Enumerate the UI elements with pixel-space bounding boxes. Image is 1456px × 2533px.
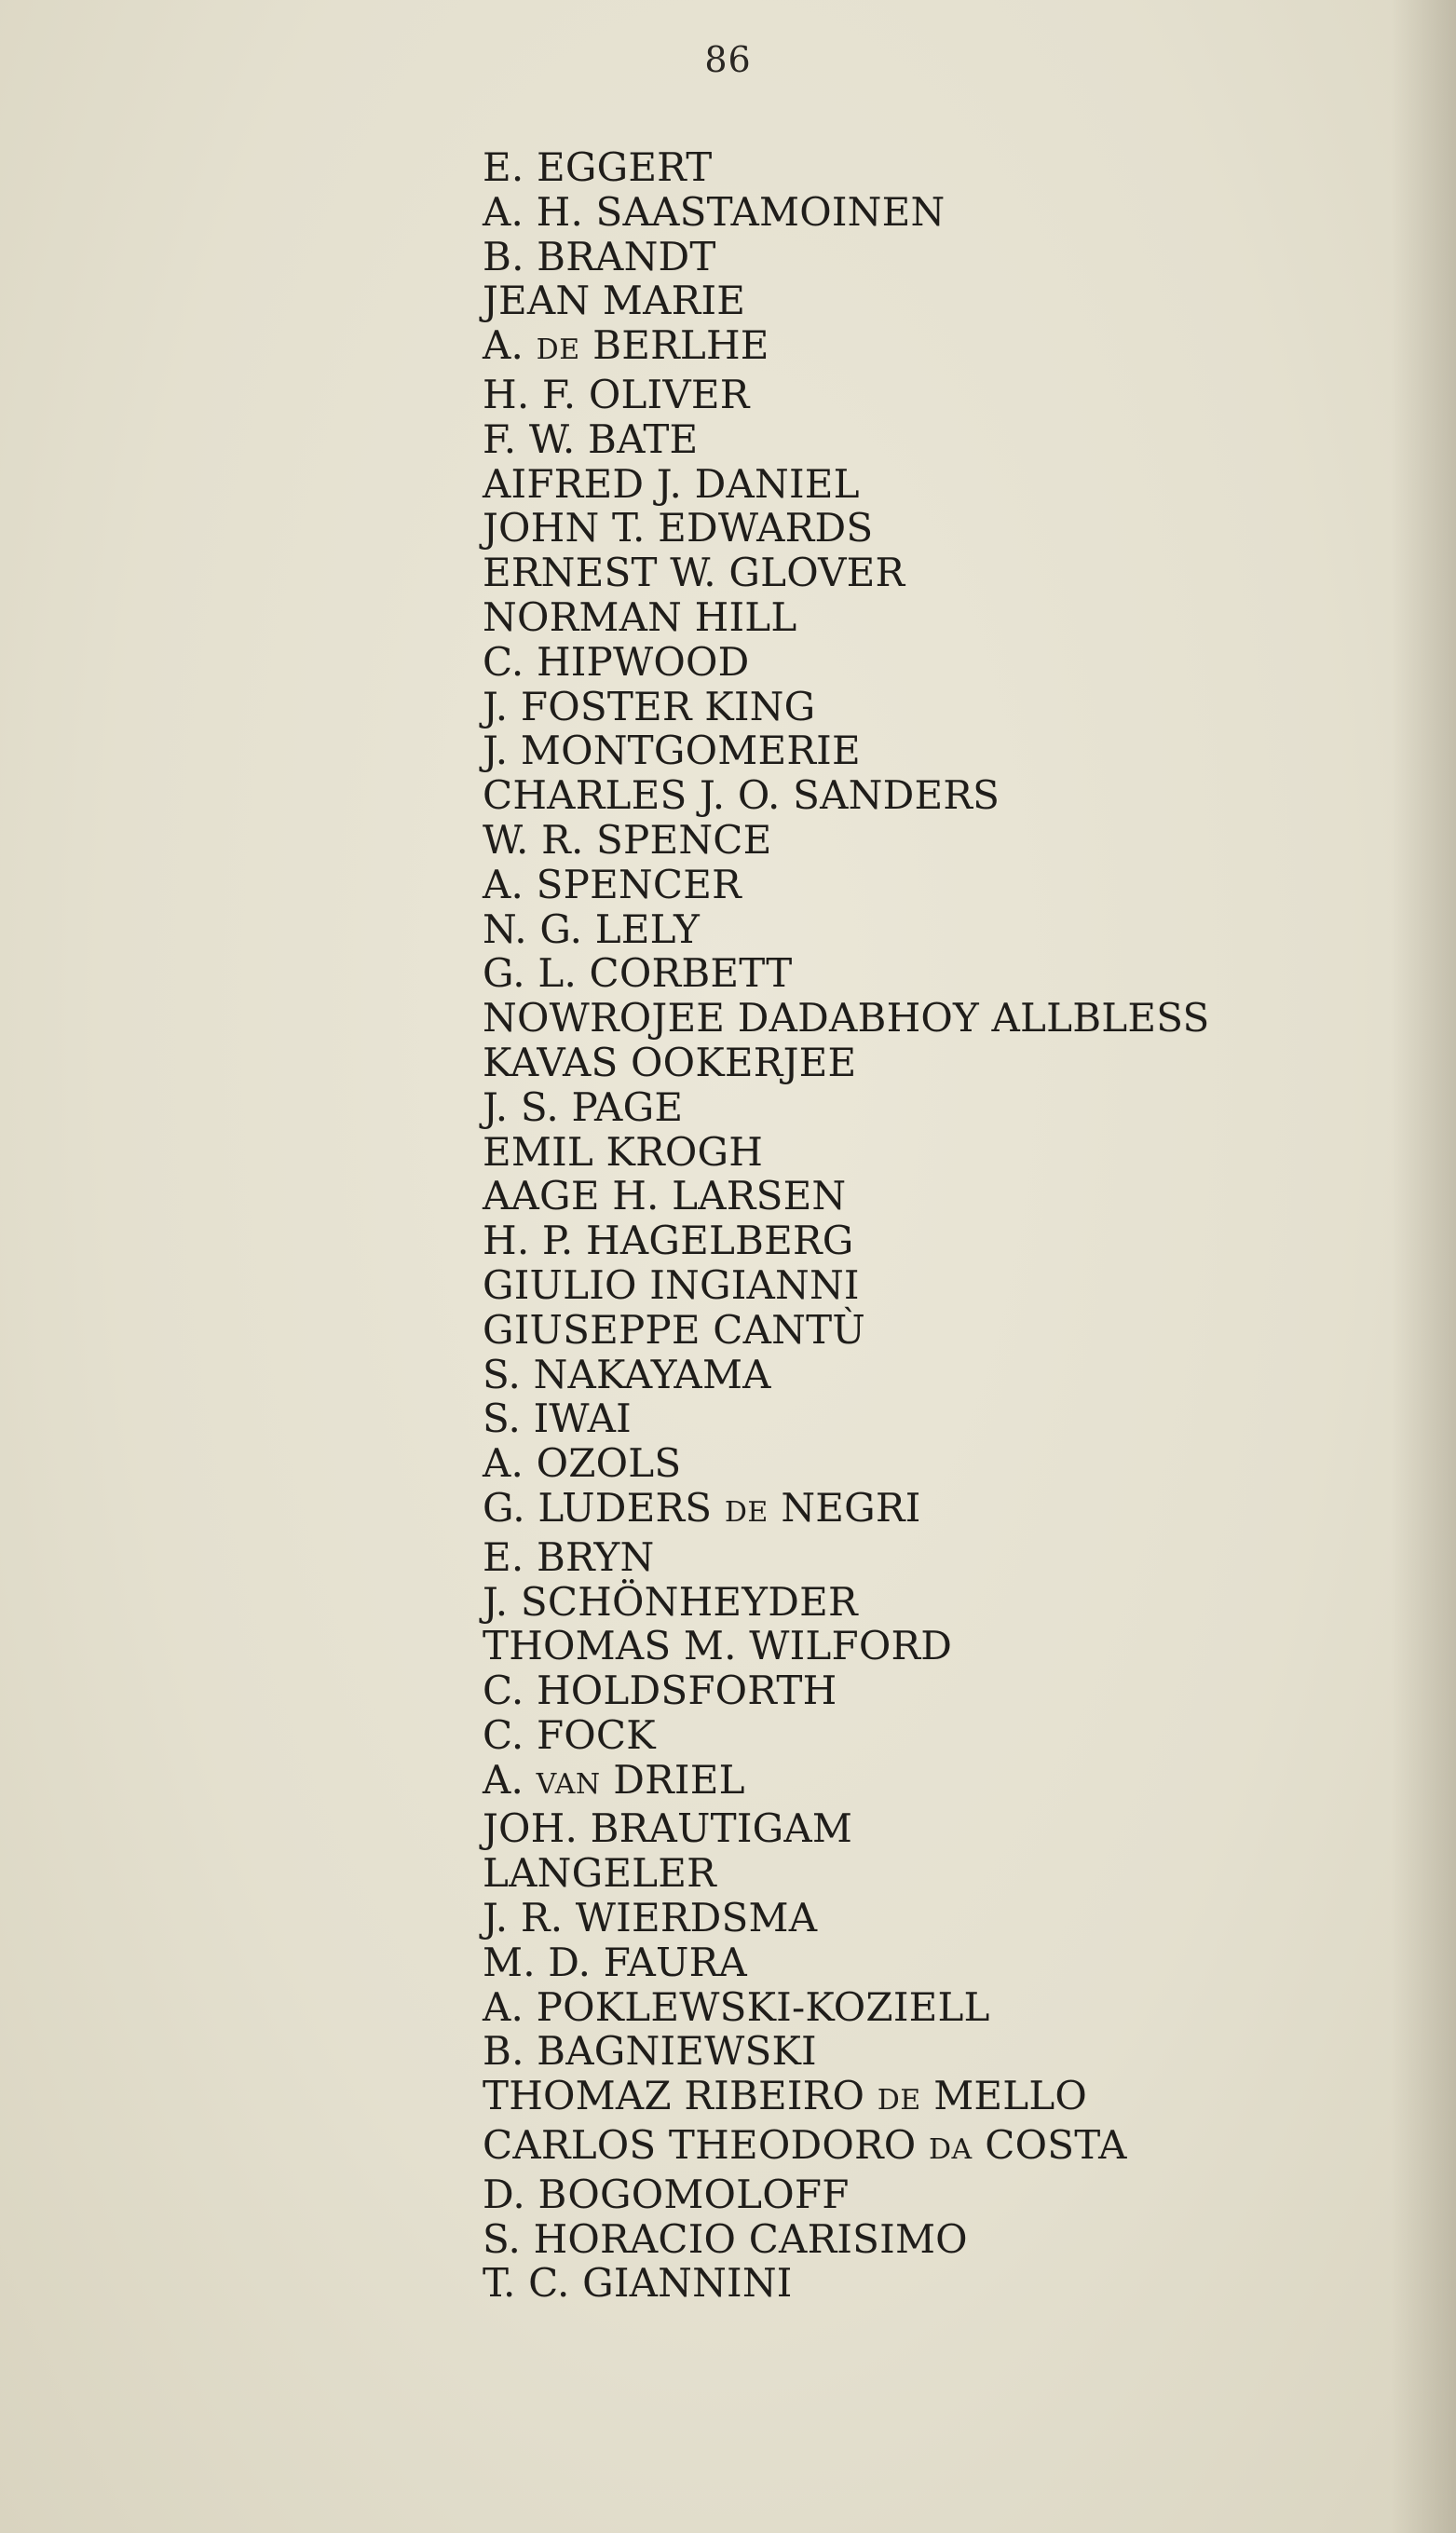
- name-part: EMIL KROGH: [483, 1128, 764, 1175]
- name-part: CHARLES J. O. SANDERS: [483, 772, 1000, 819]
- signatory-name: [483, 462, 1209, 507]
- name-part: AAGE H. LARSEN: [483, 1173, 847, 1219]
- name-part: THOMAS M. WILFORD: [483, 1623, 953, 1669]
- signatory-name: [483, 145, 1209, 190]
- name-part: S. IWAI: [483, 1396, 632, 1442]
- name-part: E. BRYN: [483, 1533, 655, 1580]
- name-part: J. FOSTER KING: [483, 683, 816, 729]
- name-part: BERLHE: [579, 322, 769, 369]
- name-part: H. P. HAGELBERG: [483, 1218, 854, 1264]
- name-part: J. MONTGOMERIE: [483, 728, 861, 774]
- name-part: NORMAN HILL: [483, 593, 797, 640]
- name-part: G. LUDERS: [483, 1484, 725, 1531]
- name-part: JEAN MARIE: [483, 278, 746, 324]
- signatory-name: [483, 951, 1209, 996]
- name-part: NEGRI: [768, 1484, 921, 1531]
- signatory-name: [483, 2261, 1209, 2306]
- name-part: A. SPENCER: [483, 861, 742, 907]
- signatory-name: [483, 685, 1209, 729]
- signatory-name: [483, 279, 1209, 323]
- signatory-name: [483, 1041, 1209, 1085]
- name-part: MELLO: [920, 2073, 1088, 2119]
- signatory-name: [483, 729, 1209, 773]
- name-part: A.: [483, 322, 537, 369]
- name-part: B. BRANDT: [483, 233, 716, 279]
- signatory-name: [483, 190, 1209, 235]
- name-part: T. C. GIANNINI: [483, 2260, 793, 2307]
- signatory-name: [483, 1535, 1209, 1580]
- name-part: LANGELER: [483, 1850, 716, 1897]
- name-part: COSTA: [972, 2122, 1127, 2169]
- signatory-name: [483, 551, 1209, 595]
- name-part: F. W. BATE: [483, 415, 699, 462]
- signatory-name: [483, 2172, 1209, 2217]
- name-part: N. G. LELY: [483, 906, 700, 952]
- name-part: C. HIPWOOD: [483, 638, 750, 685]
- name-part: M. D. FAURA: [483, 1939, 747, 1985]
- signatory-name: [483, 1758, 1209, 1807]
- signatory-name: [483, 1130, 1209, 1175]
- signatory-name: [483, 1486, 1209, 1535]
- name-part: A. OZOLS: [483, 1440, 682, 1487]
- name-part: ERNEST W. GLOVER: [483, 550, 905, 596]
- name-part: JOH. BRAUTIGAM: [483, 1805, 853, 1852]
- name-part: H. F. OLIVER: [483, 371, 750, 417]
- signatory-name: [483, 996, 1209, 1041]
- signatory-name: [483, 373, 1209, 417]
- name-part: A. POKLEWSKI-KOZIELL: [483, 1983, 990, 2030]
- name-part: D. BOGOMOLOFF: [483, 2171, 850, 2217]
- signatory-list: [483, 145, 1209, 2306]
- signatory-name: [483, 235, 1209, 279]
- signatory-name: [483, 2074, 1209, 2123]
- name-part: E. EGGERT: [483, 144, 713, 190]
- signatory-name: [483, 640, 1209, 685]
- name-part: DRIEL: [600, 1756, 745, 1803]
- signatory-name: [483, 1713, 1209, 1758]
- name-part: A. H. SAASTAMOINEN: [483, 188, 946, 235]
- page-number: 86: [704, 39, 752, 80]
- name-part: J. SCHÖNHEYDER: [483, 1578, 858, 1625]
- signatory-name: [483, 1174, 1209, 1219]
- name-part: GIULIO INGIANNI: [483, 1261, 860, 1308]
- signatory-name: [483, 1941, 1209, 1985]
- signatory-name: [483, 1851, 1209, 1896]
- name-part: NOWROJEE DADABHOY ALLBLESS: [483, 995, 1210, 1042]
- name-part: W. R. SPENCE: [483, 816, 772, 863]
- name-particle: DE: [877, 2084, 921, 2118]
- signatory-name: [483, 323, 1209, 373]
- signatory-name: [483, 1896, 1209, 1941]
- signatory-name: [483, 2029, 1209, 2074]
- name-part: A.: [483, 1756, 537, 1803]
- name-part: J. R. WIERDSMA: [483, 1895, 818, 1941]
- name-part: G. L. CORBETT: [483, 950, 793, 997]
- name-part: S. NAKAYAMA: [483, 1351, 771, 1397]
- signatory-name: [483, 907, 1209, 952]
- name-part: CARLOS THEODORO: [483, 2122, 929, 2169]
- name-part: AIFRED J. DANIEL: [483, 460, 860, 507]
- signatory-name: [483, 506, 1209, 551]
- page-edge-shadow: [1391, 0, 1456, 2533]
- signatory-name: [483, 863, 1209, 907]
- signatory-name: [483, 818, 1209, 863]
- signatory-name: [483, 2123, 1209, 2172]
- signatory-name: [483, 1441, 1209, 1486]
- name-part: THOMAZ RIBEIRO: [483, 2073, 878, 2119]
- signatory-name: [483, 2217, 1209, 2262]
- signatory-name: [483, 1219, 1209, 1263]
- signatory-name: [483, 1985, 1209, 2030]
- signatory-name: [483, 1668, 1209, 1713]
- signatory-name: [483, 1580, 1209, 1625]
- signatory-name: [483, 417, 1209, 462]
- name-particle: DA: [928, 2133, 973, 2167]
- name-part: C. FOCK: [483, 1711, 656, 1758]
- name-part: B. BAGNIEWSKI: [483, 2028, 817, 2075]
- signatory-name: [483, 1396, 1209, 1441]
- signatory-name: [483, 1085, 1209, 1130]
- signatory-name: [483, 1353, 1209, 1397]
- name-part: J. S. PAGE: [483, 1083, 684, 1130]
- signatory-name: [483, 1624, 1209, 1668]
- signatory-name: [483, 1263, 1209, 1308]
- name-part: GIUSEPPE CANTÙ: [483, 1306, 865, 1353]
- name-particle: DE: [724, 1495, 769, 1529]
- name-part: JOHN T. EDWARDS: [483, 505, 874, 552]
- signatory-name: [483, 1806, 1209, 1851]
- name-particle: DE: [536, 334, 580, 367]
- name-part: C. HOLDSFORTH: [483, 1668, 837, 1714]
- signatory-name: [483, 595, 1209, 640]
- name-part: KAVAS OOKERJEE: [483, 1039, 857, 1085]
- name-part: S. HORACIO CARISIMO: [483, 2215, 968, 2262]
- signatory-name: [483, 1308, 1209, 1353]
- signatory-name: [483, 773, 1209, 818]
- name-particle: VAN: [536, 1767, 601, 1801]
